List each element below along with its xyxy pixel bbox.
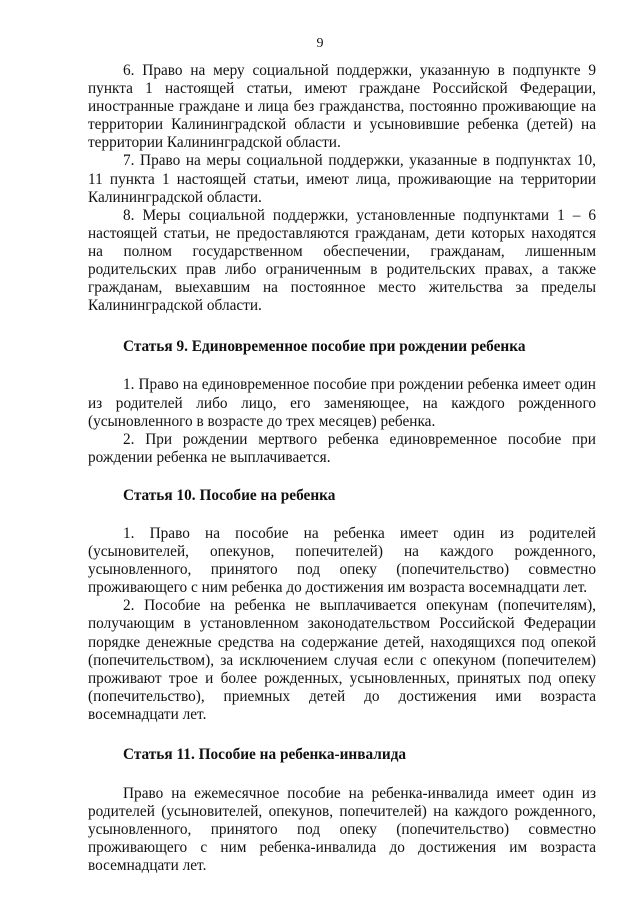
article-9-heading: Статья 9. Единовременное пособие при рождении ребенка	[123, 338, 526, 356]
article-10-heading: Статья 10. Пособие на ребенка	[123, 486, 336, 504]
paragraph-7: 7. Право на меры социальной поддержки, указанные в подпунктах 10, 11 пункта 1 настоящей статьи, имеют лица, проживающие на территории Калининградской области.	[88, 152, 596, 206]
paragraph-6: 6. Право на меру социальной поддержки, указанную в подпункте 9 пункта 1 настоящей статьи, имеют граждане Российской Федерации, иностранные граждане и лица без гражданства, постоянно проживающие на территории Калининградской области и усыновившие ребенка (детей) на территории Калининградской области.	[88, 62, 596, 152]
article-10-paragraph-2: 2. Пособие на ребенка не выплачивается опекунам (попечителям), получающим в установленном законодательством Российской Федерации порядке денежные средства на содержание детей, находящихся под опекой (попечительством), за исключением случая если с опекуном (попечителем) проживают трое и более рожденных, усыновленных, принятых под опеку (попечительство), приемных детей до достижения ими возраста восемнадцати лет.	[88, 597, 596, 723]
article-11-paragraph: Право на ежемесячное пособие на ребенка-инвалида имеет один из родителей (усыновителей, опекунов, попечителей) на каждого рожденного, усыновленного, принятого под опеку (попечительство) совместно проживающего с ним ребенка-инвалида до достижения им возраста восемнадцати лет.	[88, 785, 596, 875]
page-number: 9	[316, 36, 324, 51]
article-10-paragraph-1: 1. Право на пособие на ребенка имеет один из родителей (усыновителей, опекунов, попечителей) на каждого рожденного, усыновленного, принятого под опеку (попечительство) совместно проживающего с ним ребенка до достижения им возраста восемнадцати лет.	[88, 524, 596, 597]
article-9-paragraph-1: 1. Право на единовременное пособие при рождении ребенка имеет один из родителей либо лицо, его заменяющее, на каждого рожденного (усыновленного в возрасте до трех месяцев) ребенка.	[88, 376, 596, 430]
paragraph-8: 8. Меры социальной поддержки, установленные подпунктами 1 – 6 настоящей статьи, не предоставляются гражданам, дети которых находятся на полном государственном обеспечении, гражданам, лишенным родительских прав либо ограниченным в родительских правах, а также гражданам, выехавшим на постоянное место жительства за пределы Калининградской области.	[88, 206, 596, 315]
document-body	[88, 62, 596, 876]
article-11-heading: Статья 11. Пособие на ребенка-инвалида	[123, 746, 407, 763]
article-9-paragraph-2: 2. При рождении мертвого ребенка единовременное пособие при рождении ребенка не выплачивается.	[88, 430, 596, 466]
